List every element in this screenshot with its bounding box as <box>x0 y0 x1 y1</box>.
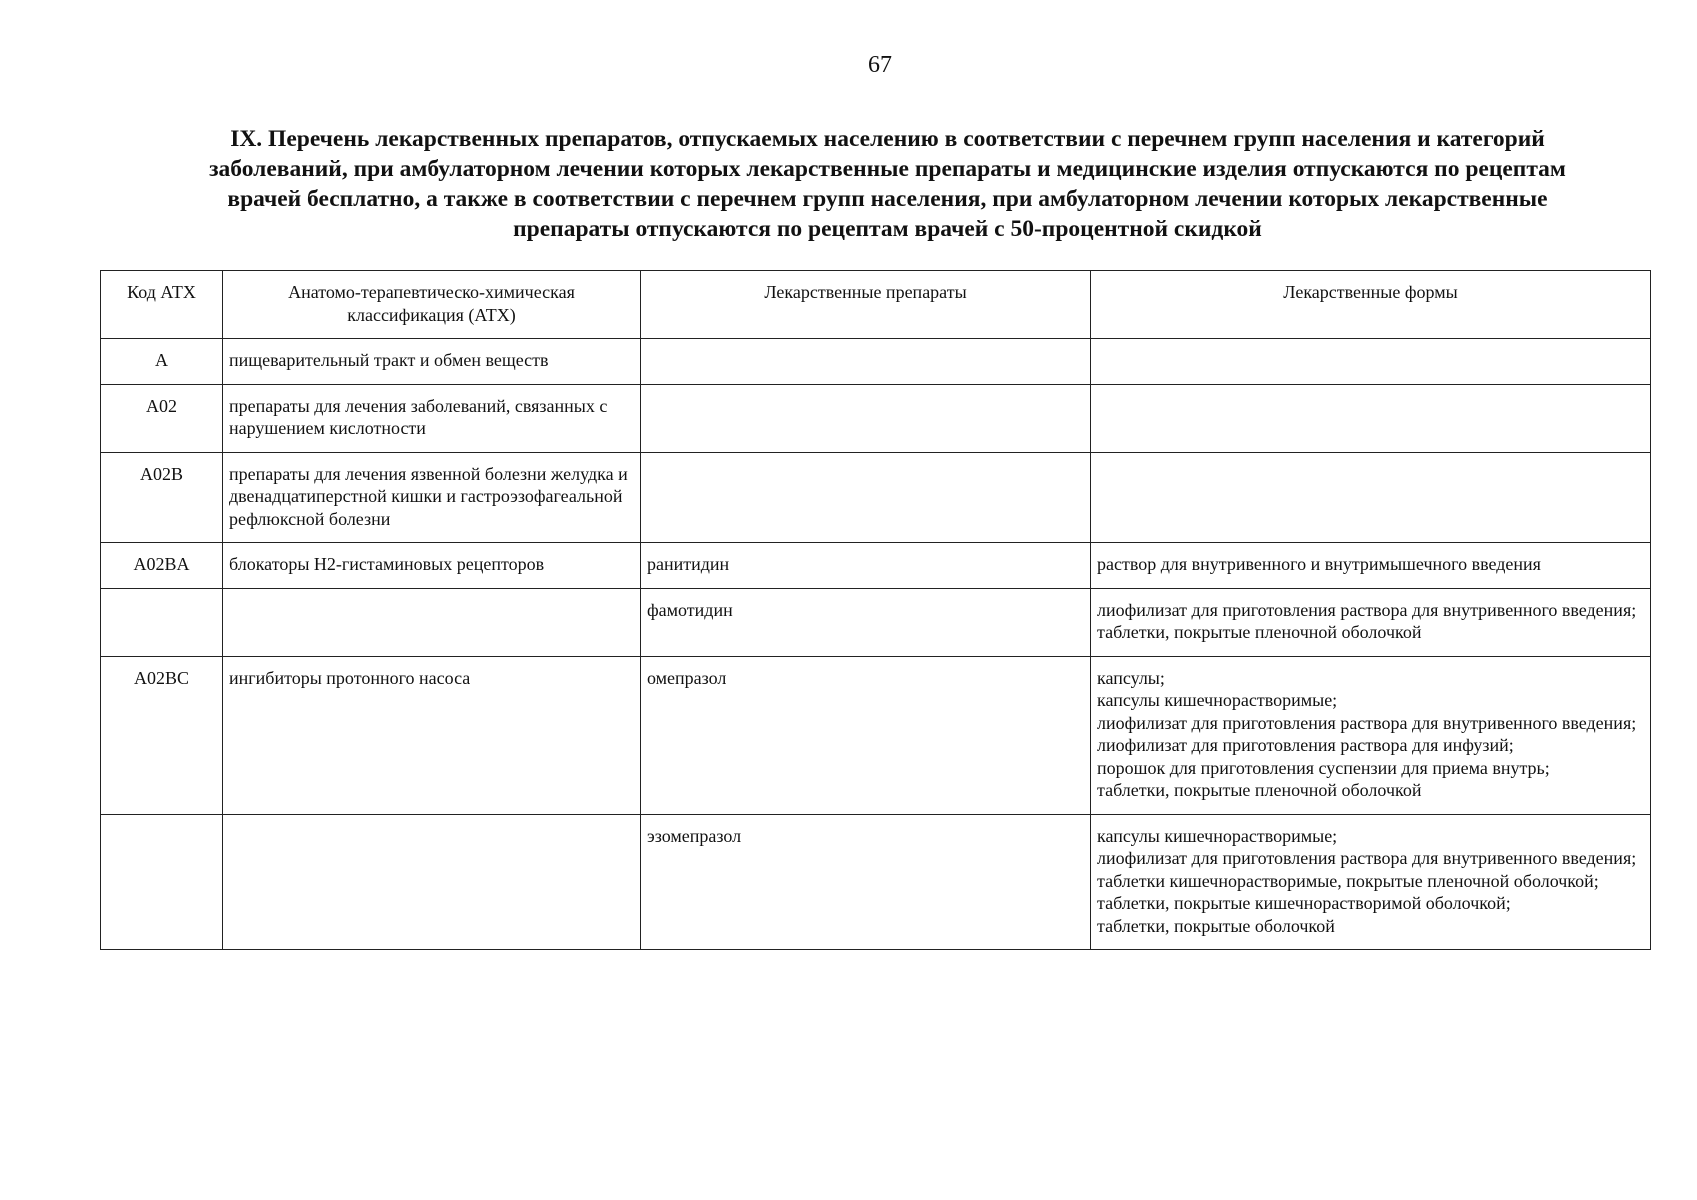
atc-code-cell: A02B <box>101 452 223 543</box>
page-number: 67 <box>868 52 892 78</box>
atc-code-cell: A02BC <box>101 656 223 814</box>
header-drugs: Лекарственные препараты <box>641 271 1091 339</box>
dosage-form-item: лиофилизат для приготовления раствора для внутривенного введения; <box>1097 599 1637 620</box>
table-body <box>101 339 1651 950</box>
dosage-form-item: таблетки, покрытые пленочной оболочкой <box>1097 622 1422 642</box>
dosage-forms-cell <box>1091 814 1651 950</box>
dosage-forms-cell <box>1091 384 1651 452</box>
atc-code-cell <box>101 588 223 656</box>
dosage-forms-cell <box>1091 588 1651 656</box>
drug-name-cell <box>641 339 1091 385</box>
title-line: IX. Перечень лекарственных препаратов, отпускаемых населению в соответствии с перечнем групп населения и категорий <box>230 126 1545 152</box>
dosage-form-item: капсулы кишечнорастворимые; <box>1097 690 1338 710</box>
dosage-form-item: капсулы; <box>1097 667 1165 688</box>
atc-classification-cell: блокаторы H2-гистаминовых рецепторов <box>223 543 641 589</box>
drug-name-cell <box>641 384 1091 452</box>
drug-name-cell <box>641 452 1091 543</box>
atc-classification-cell: пищеварительный тракт и обмен веществ <box>223 339 641 385</box>
atc-code-cell: A <box>101 339 223 385</box>
atc-code-cell: A02 <box>101 384 223 452</box>
title-line: заболеваний, при амбулаторном лечении которых лекарственные препараты и медицинские изделия отпускаются по рецептам <box>209 156 1566 182</box>
table-row <box>101 814 1651 950</box>
table-header <box>101 271 1651 339</box>
atc-code-cell: A02BA <box>101 543 223 589</box>
title-line: врачей бесплатно, а также в соответствии с перечнем групп населения, при амбулаторном лечении которых лекарственные <box>227 186 1548 212</box>
table-row <box>101 656 1651 814</box>
dosage-form-item: капсулы кишечнорастворимые; <box>1097 825 1338 846</box>
table-row <box>101 452 1651 543</box>
dosage-form-item: таблетки, покрытые кишечнорастворимой оболочкой; <box>1097 893 1511 913</box>
drug-name-cell: ранитидин <box>641 543 1091 589</box>
table-row <box>101 384 1651 452</box>
atc-classification-cell: препараты для лечения язвенной болезни желудка и двенадцатиперстной кишки и гастроэзофагеальной рефлюксной болезни <box>223 452 641 543</box>
atc-classification-cell: препараты для лечения заболеваний, связанных с нарушением кислотности <box>223 384 641 452</box>
drug-name-cell: фамотидин <box>641 588 1091 656</box>
dosage-forms-cell <box>1091 339 1651 385</box>
header-atc-classification: Анатомо-терапевтическо-химическая классификация (АТХ) <box>223 271 641 339</box>
title-line: препараты отпускаются по рецептам врачей с 50-процентной скидкой <box>513 216 1262 242</box>
table-row <box>101 588 1651 656</box>
dosage-forms-cell <box>1091 452 1651 543</box>
dosage-form-item: порошок для приготовления суспензии для приема внутрь; <box>1097 757 1550 778</box>
table-row <box>101 543 1651 589</box>
drug-name-cell: омепразол <box>641 656 1091 814</box>
dosage-forms-cell <box>1091 543 1651 589</box>
atc-classification-cell <box>223 588 641 656</box>
document-title <box>110 124 1665 244</box>
dosage-form-item: таблетки, покрытые пленочной оболочкой <box>1097 780 1422 800</box>
header-atc-code: Код АТХ <box>101 271 223 339</box>
header-dosage-forms: Лекарственные формы <box>1091 271 1651 339</box>
atc-classification-cell <box>223 814 641 950</box>
dosage-form-item: таблетки кишечнорастворимые, покрытые пленочной оболочкой; <box>1097 870 1599 891</box>
dosage-form-item: лиофилизат для приготовления раствора для инфузий; <box>1097 735 1514 755</box>
drug-table <box>100 270 1651 950</box>
dosage-form-item: раствор для внутривенного и внутримышечного введения <box>1097 554 1541 574</box>
table-row <box>101 339 1651 385</box>
dosage-forms-cell <box>1091 656 1651 814</box>
atc-classification-cell: ингибиторы протонного насоса <box>223 656 641 814</box>
dosage-form-item: лиофилизат для приготовления раствора для внутривенного введения; <box>1097 712 1637 733</box>
dosage-form-item: лиофилизат для приготовления раствора для внутривенного введения; <box>1097 848 1637 868</box>
dosage-form-item: таблетки, покрытые оболочкой <box>1097 915 1335 936</box>
drug-name-cell: эзомепразол <box>641 814 1091 950</box>
table-header-row <box>101 271 1651 339</box>
atc-code-cell <box>101 814 223 950</box>
